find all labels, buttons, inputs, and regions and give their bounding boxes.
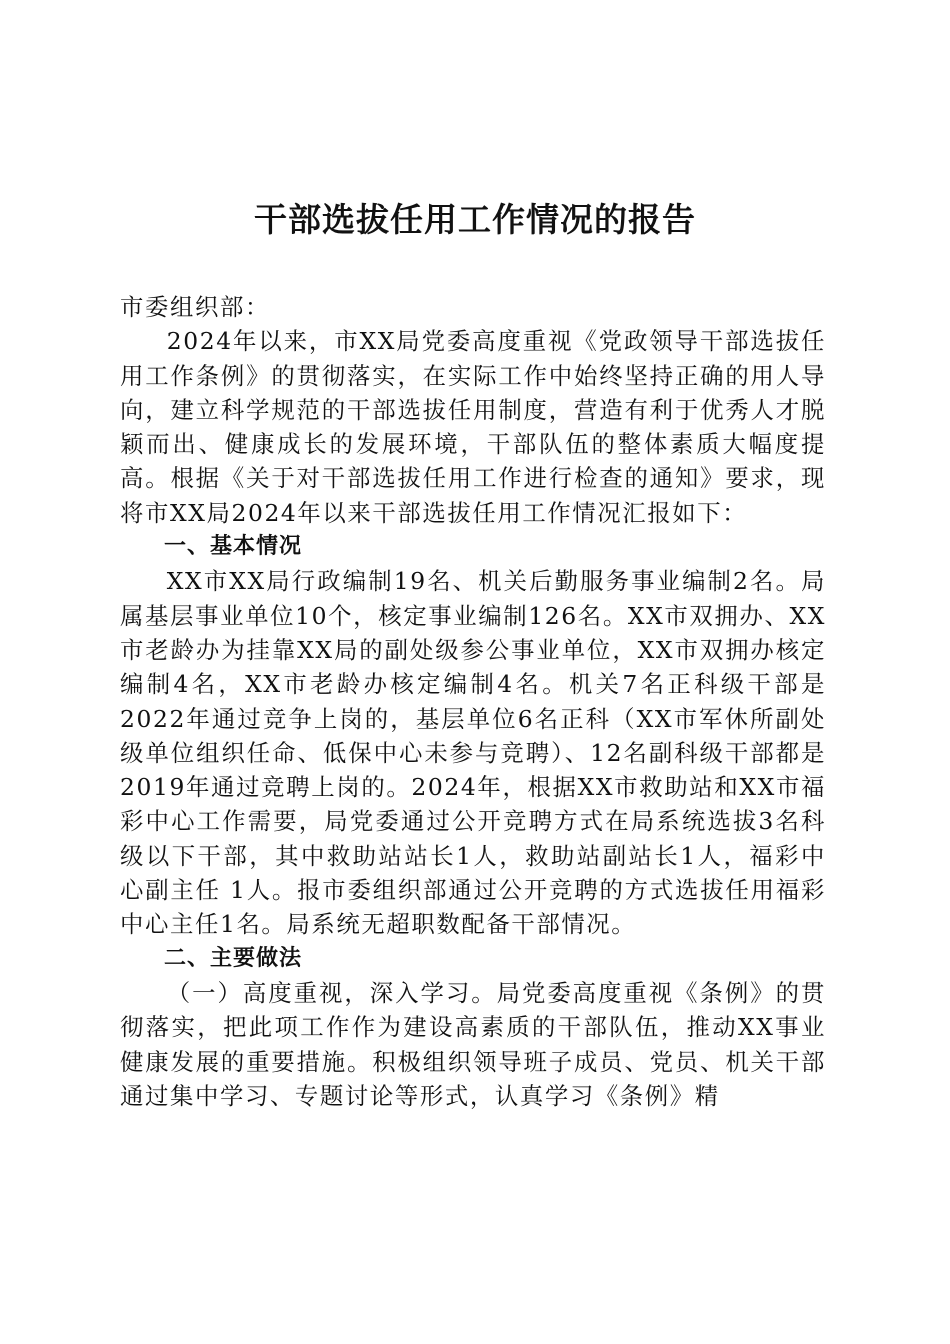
basic-situation-paragraph: XX市XX局行政编制19名、机关后勤服务事业编制2名。局属基层事业单位10个，核定事业编制126名。XX市双拥办、XX市老龄办为挂靠XX局的副处级参公事业单位，XX市双拥办核定编制4名，XX市老龄办核定编制4名。机关7名正科级干部是2022年通过竞争上岗的，基层单位6名正科（XX市军休所副处级单位组织任命、低保中心未参与竞聘）、12名副科级干部都是2019年通过竞聘上岗的。2024年，根据XX市救助站和XX市福彩中心工作需要，局党委通过公开竞聘方式在局系统选拔3名科级以下干部，其中救助站站长1人，救助站副站长1人，福彩中心副主任 1人。报市委组织部通过公开竞聘的方式选拔任用福彩中心主任1名。局系统无超职数配备干部情况。 (120, 567, 826, 939)
section-heading-main-practices: 二、主要做法 (164, 945, 303, 971)
main-practices-paragraph: （一）高度重视，深入学习。局党委高度重视《条例》的贯彻落实，把此项工作作为建设高素质的干部队伍，推动XX事业健康发展的重要措施。积极组织领导班子成员、党员、机关干部通过集中学习、专题讨论等形式，认真学习《条例》精 (120, 978, 826, 1110)
section-heading-basic-situation: 一、基本情况 (164, 534, 303, 560)
salutation: 市委组织部： (120, 293, 270, 321)
document-body (120, 290, 826, 1113)
intro-paragraph: 2024年以来，市XX局党委高度重视《党政领导干部选拔任用工作条例》的贯彻落实，在实际工作中始终坚持正确的用人导向，建立科学规范的干部选拔任用制度，营造有利于优秀人才脱颖而出、健康成长的发展环境，干部队伍的整体素质大幅度提高。根据《关于对干部选拔任用工作进行检查的通知》要求，现将市XX局2024年以来干部选拔任用工作情况汇报如下： (120, 327, 826, 527)
document-title: 干部选拔任用工作情况的报告 (254, 200, 696, 239)
